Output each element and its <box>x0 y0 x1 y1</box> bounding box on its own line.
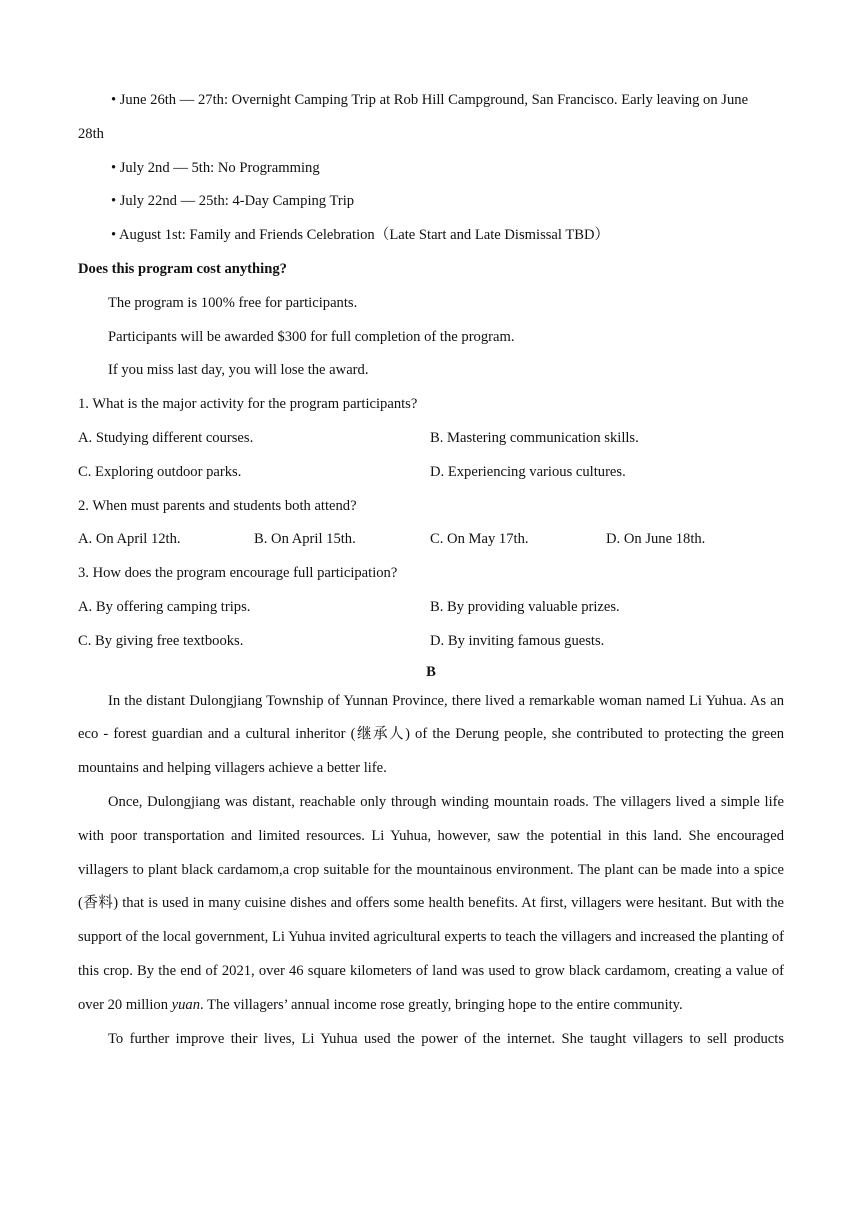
section-b-paragraph-2-text: Once, Dulongjiang was distant, reachable only through winding mountain roads. The villagers lived a simple life with poor transportation and limited resources. Li Yuhua, however, saw the potential in this land. She encouraged villagers to plant black cardamom,a crop suitable for the mountainous environment. The plant can be made into a spice (香料) that is used in many cuisine dishes and offers some health benefits. At first, villagers were hesitant. But with the support of the local government, Li Yuhua invited agricultural experts to teach the villagers and increased the planting of this crop. By the end of 2021, over 46 square kilometers of land was used to grow black cardamom, creating a value of over 20 million <box>78 793 784 1013</box>
question-3-option-b: B. By providing valuable prizes. <box>430 598 620 615</box>
question-3-option-c: C. By giving free textbooks. <box>78 632 244 649</box>
question-3-option-d: D. By inviting famous guests. <box>430 632 605 649</box>
section-b-paragraph-2-italic: yuan <box>171 996 201 1013</box>
question-1-options-row-2 <box>78 456 784 490</box>
question-3-options-row-1 <box>78 591 784 625</box>
schedule-item-3: • July 22nd — 25th: 4-Day Camping Trip <box>111 193 355 210</box>
question-1-option-a: A. Studying different courses. <box>78 429 254 446</box>
schedule-item-2: • July 2nd — 5th: No Programming <box>111 159 320 176</box>
question-1-option-b: B. Mastering communication skills. <box>430 429 639 446</box>
question-2-options-row <box>78 523 784 557</box>
section-b-paragraph-2 <box>78 786 784 1023</box>
section-b-paragraph-2-text-end: . The villagers’ annual income rose greatly, bringing hope to the entire community. <box>200 996 683 1013</box>
cost-paragraph-1: The program is 100% free for participants. <box>108 294 358 311</box>
question-2-option-c: C. On May 17th. <box>430 531 529 548</box>
question-3-option-a: A. By offering camping trips. <box>78 598 251 615</box>
section-b-paragraph-1: In the distant Dulongjiang Township of Yunnan Province, there lived a remarkable woman named Li Yuhua. As an eco - forest guardian and a cultural inheritor (继承人) of the Derung people, she contributed to protecting the green mountains and helping villagers achieve a better life. <box>78 692 784 777</box>
question-1-option-d: D. Experiencing various cultures. <box>430 463 626 480</box>
schedule-item-4: • August 1st: Family and Friends Celebration（Late Start and Late Dismissal TBD） <box>111 227 610 244</box>
section-b-heading: B <box>426 663 436 680</box>
question-1-options-row-1 <box>78 422 784 456</box>
schedule-item-1-line-1: • June 26th — 27th: Overnight Camping Trip at Rob Hill Campground, San Francisco. Early leaving on June <box>111 92 749 108</box>
cost-paragraph-3: If you miss last day, you will lose the award. <box>108 362 369 379</box>
question-2-stem: 2. When must parents and students both attend? <box>78 497 357 514</box>
section-b-paragraph-3: To further improve their lives, Li Yuhua used the power of the internet. She taught villagers to sell products <box>108 1030 784 1047</box>
cost-heading: Does this program cost anything? <box>78 260 287 277</box>
question-1-option-c: C. Exploring outdoor parks. <box>78 463 242 480</box>
question-3-options-row-2 <box>78 625 784 659</box>
question-2-option-a: A. On April 12th. <box>78 531 181 548</box>
question-2-option-b: B. On April 15th. <box>254 531 356 548</box>
document-page <box>78 84 784 1056</box>
question-2-option-d: D. On June 18th. <box>606 531 706 548</box>
cost-paragraph-2: Participants will be awarded $300 for full completion of the program. <box>108 328 515 345</box>
question-3-stem: 3. How does the program encourage full participation? <box>78 565 398 582</box>
schedule-item-1-line-2: 28th <box>78 125 104 142</box>
question-1-stem: 1. What is the major activity for the program participants? <box>78 396 418 413</box>
